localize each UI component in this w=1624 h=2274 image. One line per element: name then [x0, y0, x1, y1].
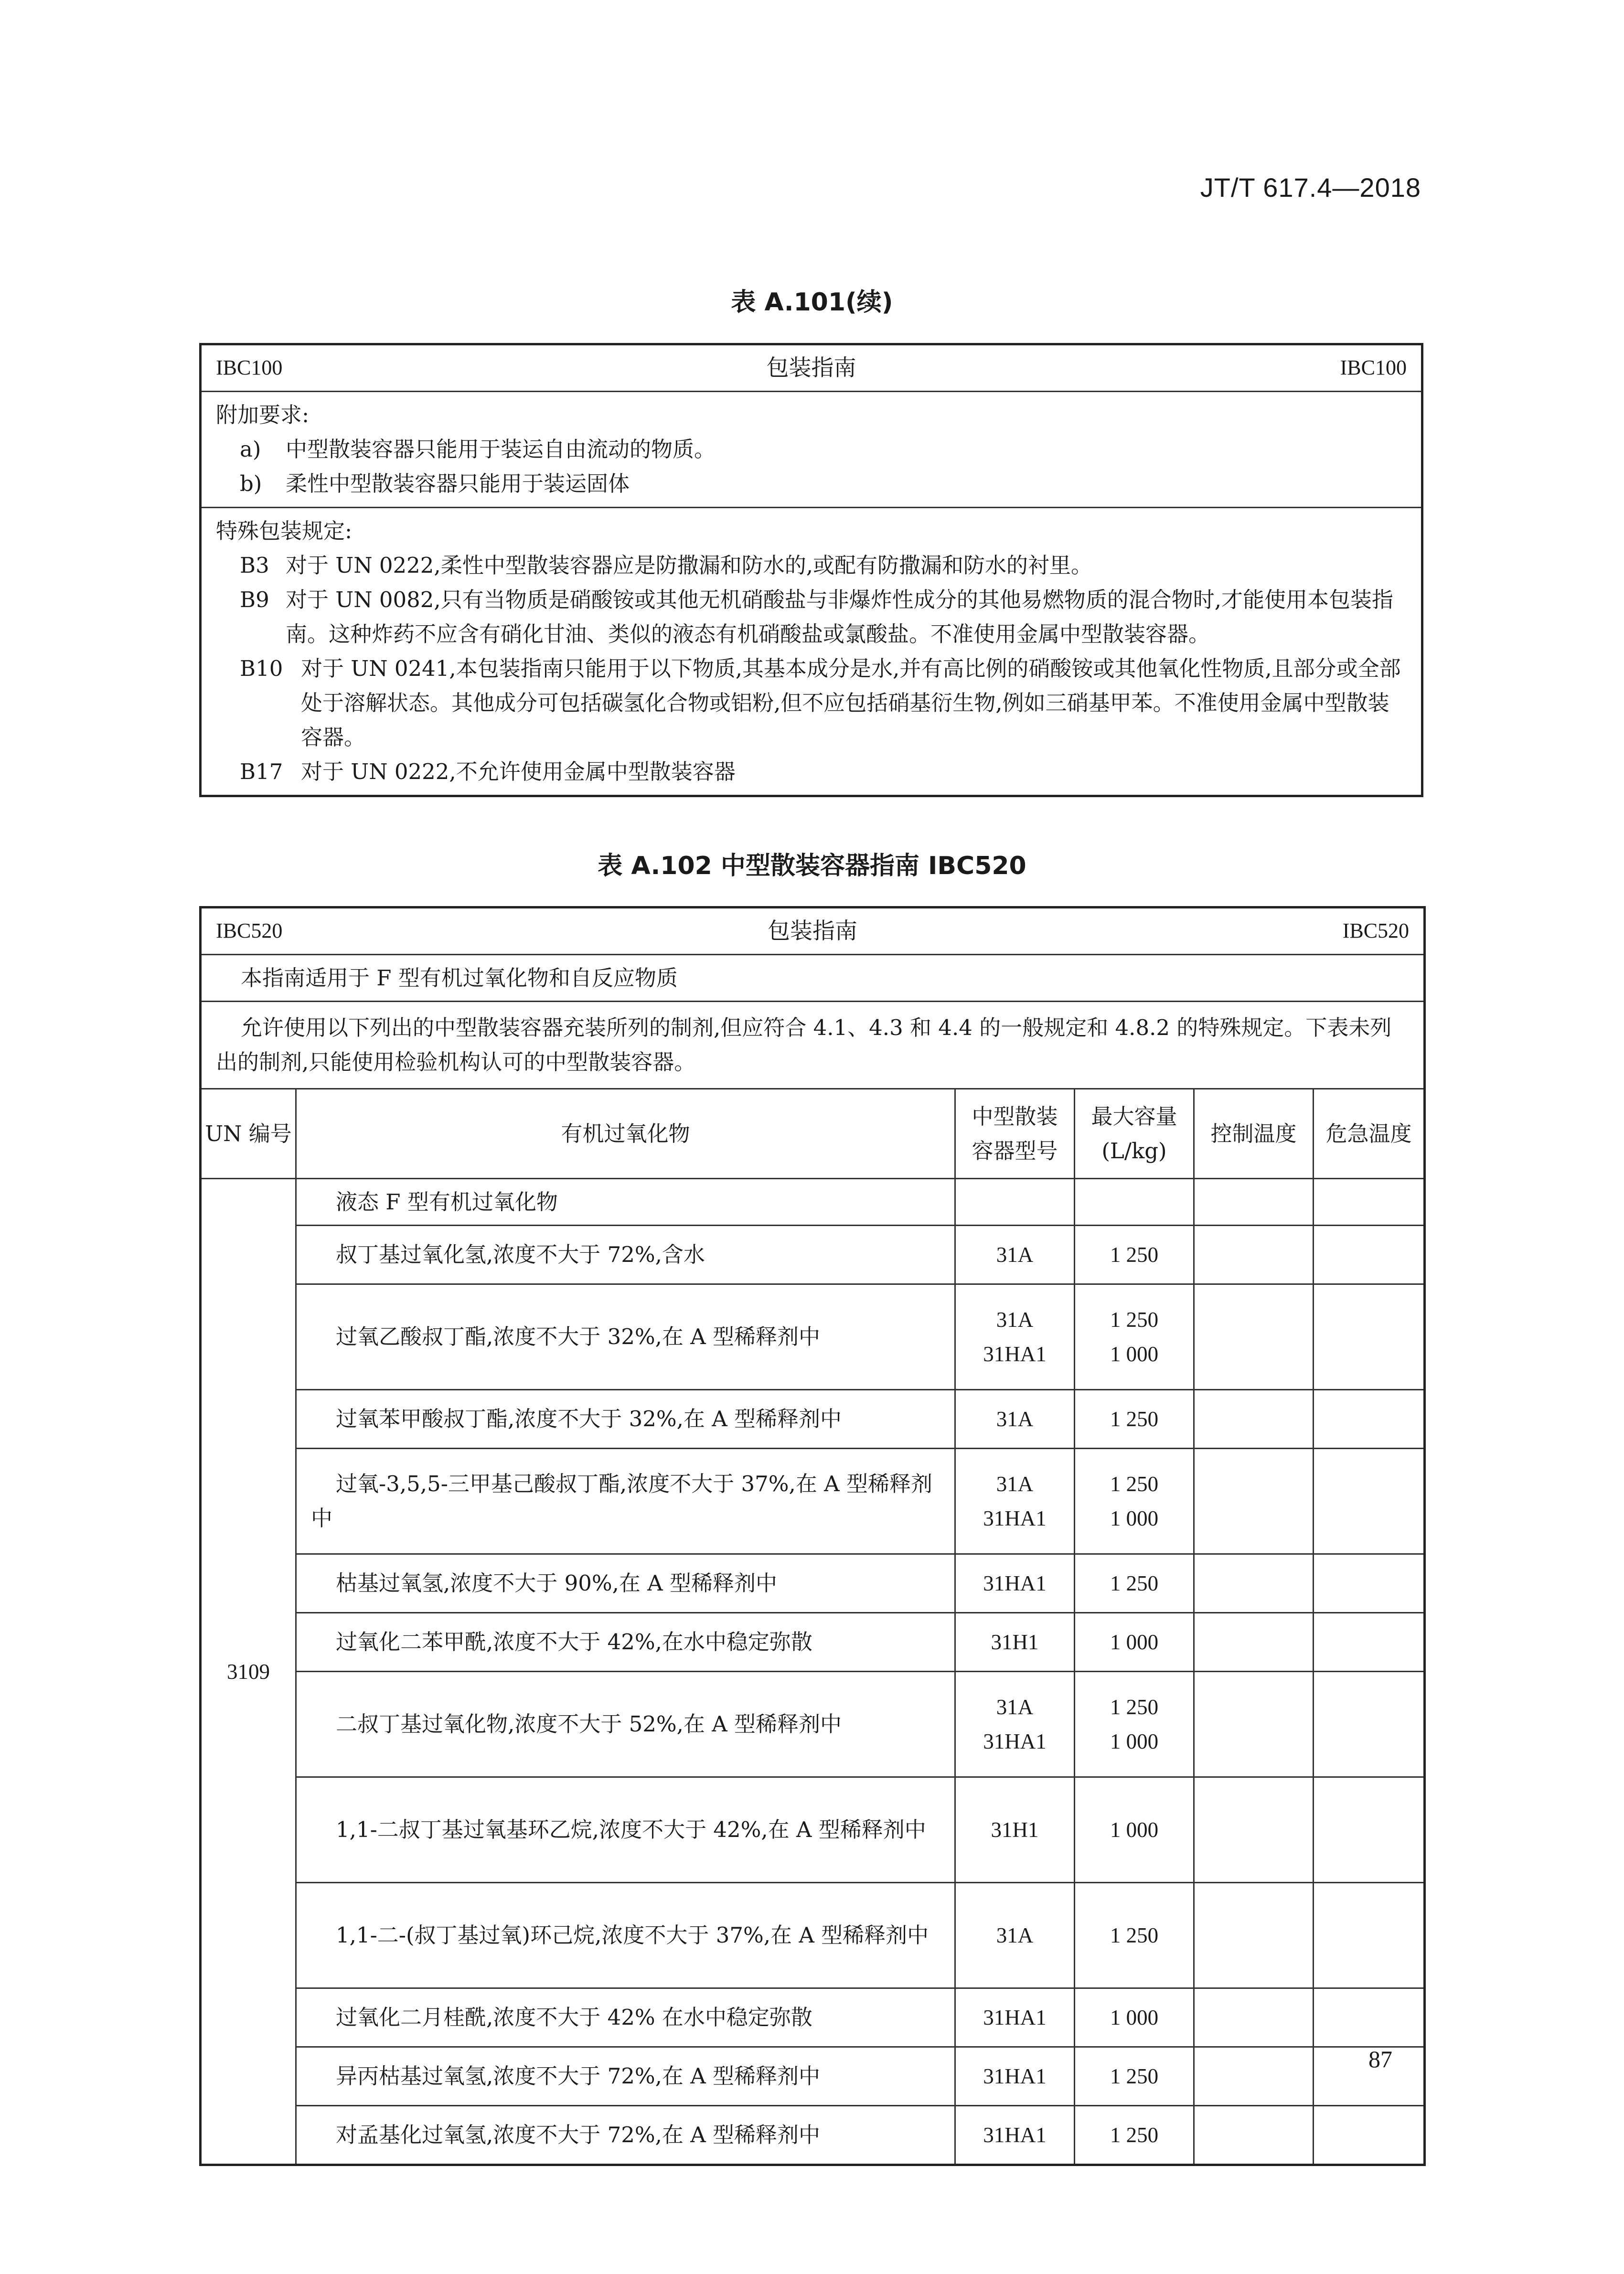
table-row: [201, 1672, 1425, 1777]
emergency-temp-cell: [1314, 1883, 1425, 1988]
ibc-type-cell: 31HA1: [955, 1554, 1075, 1613]
col-header-name: 有机过氧化物: [296, 1089, 955, 1179]
emergency-temp-cell: [1314, 2106, 1425, 2165]
col-header-control-temp: 控制温度: [1194, 1089, 1314, 1179]
max-capacity-cell: 1 250: [1075, 2047, 1194, 2106]
additional-requirements: [202, 392, 1421, 507]
control-temp-cell: [1194, 1672, 1314, 1777]
scope-text: 本指南适用于 F 型有机过氧化物和自反应物质: [201, 955, 1425, 1002]
max-capacity-cell: 1 250: [1075, 1883, 1194, 1988]
ibc-type-cell: 31H1: [955, 1777, 1075, 1883]
item-tag: B3: [240, 553, 269, 578]
scope-row: [201, 955, 1425, 1002]
emergency-temp-cell: [1314, 1988, 1425, 2047]
item-tag: B10: [240, 656, 283, 681]
ibc-type-cell: 31A: [955, 1226, 1075, 1284]
item-tag: a): [240, 437, 261, 462]
col-header-emergency-temp: 危急温度: [1314, 1089, 1425, 1179]
peroxide-name-cell: 叔丁基过氧化氢,浓度不大于 72%,含水: [296, 1226, 955, 1284]
emergency-temp-cell: [1314, 1390, 1425, 1449]
un-number-cell: 3109: [201, 1179, 296, 2165]
instruction-code-left: IBC520: [216, 919, 283, 943]
additional-requirements-row: [201, 392, 1422, 508]
max-capacity-cell: 1 000: [1075, 1777, 1194, 1883]
ibc-type-cell: 31A 31HA1: [955, 1284, 1075, 1390]
emergency-temp-cell: [1314, 1672, 1425, 1777]
item-text: 对于 UN 0222,不允许使用金属中型散装容器: [301, 759, 736, 784]
subheading-cell: 液态 F 型有机过氧化物: [296, 1179, 955, 1226]
max-capacity-cell: 1 250: [1075, 1390, 1194, 1449]
peroxide-name-cell: 过氧化二苯甲酰,浓度不大于 42%,在水中稳定弥散: [296, 1613, 955, 1672]
table-row: [201, 1613, 1425, 1672]
peroxide-name-cell: 对孟基化过氧氢,浓度不大于 72%,在 A 型稀释剂中: [296, 2106, 955, 2165]
control-temp-cell: [1194, 1226, 1314, 1284]
table-row: [201, 1284, 1425, 1390]
peroxide-name-cell: 二叔丁基过氧化物,浓度不大于 52%,在 A 型稀释剂中: [296, 1672, 955, 1777]
subheading-row: [201, 1179, 1425, 1226]
max-capacity-cell: 1 250 1 000: [1075, 1284, 1194, 1390]
peroxide-name-cell: 过氧化二月桂酰,浓度不大于 42% 在水中稳定弥散: [296, 1988, 955, 2047]
special-provisions-row: [201, 508, 1422, 796]
page-number: 87: [1368, 2046, 1392, 2072]
table-header-row: [201, 344, 1422, 392]
control-temp-cell: [1194, 1554, 1314, 1613]
table-header-row: [201, 907, 1425, 955]
col-header-un: UN 编号: [201, 1089, 296, 1179]
item-text: 对于 UN 0222,柔性中型散装容器应是防撒漏和防水的,或配有防撒漏和防水的衬里。: [286, 553, 1093, 578]
list-item: [216, 583, 1407, 651]
item-text: 中型散装容器只能用于装运自由流动的物质。: [286, 437, 716, 462]
max-capacity-cell: 1 250: [1075, 1226, 1194, 1284]
instruction-code-right: IBC520: [1342, 919, 1410, 943]
special-provisions: [202, 508, 1421, 795]
max-capacity-cell: 1 250: [1075, 2106, 1194, 2165]
ibc-type-cell: 31H1: [955, 1613, 1075, 1672]
ibc-type-cell: 31A: [955, 1390, 1075, 1449]
ibc-type-cell: 31HA1: [955, 2106, 1075, 2165]
peroxide-name-cell: 枯基过氧氢,浓度不大于 90%,在 A 型稀释剂中: [296, 1554, 955, 1613]
emergency-temp-cell: [1314, 1449, 1425, 1554]
table-row: [201, 1554, 1425, 1613]
ibc-type-cell: 31A: [955, 1883, 1075, 1988]
table-heading: 包装指南: [766, 354, 856, 381]
peroxide-name-cell: 1,1-二叔丁基过氧基环乙烷,浓度不大于 42%,在 A 型稀释剂中: [296, 1777, 955, 1883]
permit-text: 允许使用以下列出的中型散装容器充装所列的制剂,但应符合 4.1、4.3 和 4.4 的一般规定和 4.8.2 的特殊规定。下表未列出的制剂,只能使用检验机构认可的中型散装容器。: [201, 1002, 1425, 1089]
ibc-type-cell: 31A 31HA1: [955, 1449, 1075, 1554]
ibc-type-cell: 31HA1: [955, 2047, 1075, 2106]
max-capacity-cell: 1 000: [1075, 1613, 1194, 1672]
max-capacity-cell: 1 000: [1075, 1988, 1194, 2047]
column-header-row: [201, 1089, 1425, 1179]
col-header-type: 中型散装 容器型号: [955, 1089, 1075, 1179]
peroxide-name-cell: 过氧苯甲酸叔丁酯,浓度不大于 32%,在 A 型稀释剂中: [296, 1390, 955, 1449]
control-temp-cell: [1194, 1883, 1314, 1988]
emergency-temp-cell: [1314, 1226, 1425, 1284]
peroxide-name-cell: 过氧乙酸叔丁酯,浓度不大于 32%,在 A 型稀释剂中: [296, 1284, 955, 1390]
section-heading: 附加要求:: [216, 402, 310, 427]
table-row: [201, 1883, 1425, 1988]
control-temp-cell: [1194, 1390, 1314, 1449]
section-heading: 特殊包装规定:: [216, 518, 353, 544]
standard-code: JT/T 617.4—2018: [1200, 172, 1421, 203]
control-temp-cell: [1194, 1613, 1314, 1672]
max-capacity-cell: 1 250 1 000: [1075, 1449, 1194, 1554]
control-temp-cell: [1194, 2106, 1314, 2165]
permit-row: [201, 1002, 1425, 1089]
item-tag: B17: [240, 759, 283, 784]
table-row: [201, 1777, 1425, 1883]
table-heading: 包装指南: [768, 918, 858, 944]
peroxide-name-cell: 1,1-二-(叔丁基过氧)环己烷,浓度不大于 37%,在 A 型稀释剂中: [296, 1883, 955, 1988]
table-row: [201, 2047, 1425, 2106]
ibc-type-cell: 31A 31HA1: [955, 1672, 1075, 1777]
instruction-code-left: IBC100: [216, 356, 283, 380]
table-a102: [199, 906, 1426, 2166]
control-temp-cell: [1194, 1284, 1314, 1390]
item-tag: B9: [240, 587, 269, 612]
item-tag: b): [240, 471, 262, 496]
peroxide-name-cell: 过氧-3,5,5-三甲基己酸叔丁酯,浓度不大于 37%,在 A 型稀释剂中: [296, 1449, 955, 1554]
table-row: [201, 2106, 1425, 2165]
control-temp-cell: [1194, 2047, 1314, 2106]
emergency-temp-cell: [1314, 1284, 1425, 1390]
max-capacity-cell: 1 250 1 000: [1075, 1672, 1194, 1777]
instruction-code-right: IBC100: [1340, 356, 1407, 380]
emergency-temp-cell: [1314, 1554, 1425, 1613]
item-text: 对于 UN 0082,只有当物质是硝酸铵或其他无机硝酸盐与非爆炸性成分的其他易燃物质的混合物时,才能使用本包装指南。这种炸药不应含有硝化甘油、类似的液态有机硝酸盐或氯酸盐。不准使用金属中型散装容器。: [286, 587, 1394, 647]
peroxide-name-cell: 异丙枯基过氧氢,浓度不大于 72%,在 A 型稀释剂中: [296, 2047, 955, 2106]
table-row: [201, 1449, 1425, 1554]
ibc-type-cell: 31HA1: [955, 1988, 1075, 2047]
table-row: [201, 1988, 1425, 2047]
control-temp-cell: [1194, 1449, 1314, 1554]
list-item: [216, 548, 1407, 583]
table-row: [201, 1226, 1425, 1284]
list-item: [216, 432, 1407, 467]
item-text: 对于 UN 0241,本包装指南只能用于以下物质,其基本成分是水,并有高比例的硝酸铵或其他氧化性物质,且部分或全部处于溶解状态。其他成分可包括碳氢化合物或铝粉,但不应包括硝基衍生物,例如三硝基甲苯。不准使用金属中型散装容器。: [301, 656, 1401, 750]
table-a101: [199, 343, 1423, 797]
table-a101-title: 表 A.101(续): [731, 288, 893, 317]
control-temp-cell: [1194, 1777, 1314, 1883]
item-text: 柔性中型散装容器只能用于装运固体: [286, 471, 630, 496]
list-item: [216, 755, 1407, 789]
control-temp-cell: [1194, 1988, 1314, 2047]
list-item: [216, 467, 1407, 501]
max-capacity-cell: 1 250: [1075, 1554, 1194, 1613]
table-row: [201, 1390, 1425, 1449]
emergency-temp-cell: [1314, 1777, 1425, 1883]
list-item: [216, 651, 1407, 755]
emergency-temp-cell: [1314, 1613, 1425, 1672]
table-a102-title: 表 A.102 中型散装容器指南 IBC520: [598, 852, 1026, 880]
col-header-capacity: 最大容量 (L/kg): [1075, 1089, 1194, 1179]
